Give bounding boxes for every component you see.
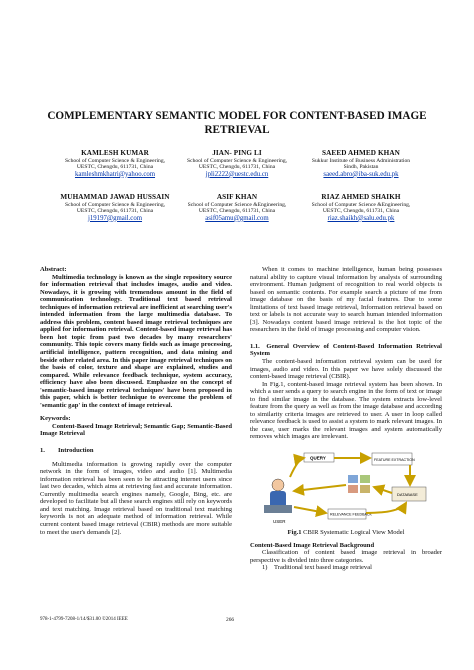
- author-affiliation: School of Computer Science & Engineering,: [186, 157, 288, 164]
- section-heading-overview: 1.1. General Overview of Content-Based Information Retrieval System: [250, 342, 442, 358]
- author-affiliation: School of Computer Science &Engineering,: [311, 201, 411, 208]
- flow-arrow: [294, 485, 346, 491]
- page-number: 266: [226, 617, 235, 623]
- left-column: [40, 266, 232, 536]
- author-affiliation: UESTC, Chengdu, 611731, China: [76, 208, 154, 215]
- flow-arrow: [294, 507, 326, 513]
- author-affiliation: Sukkur Institute of Business Administration: [311, 157, 411, 164]
- cbir-figure: [250, 447, 442, 527]
- list-item: 1) Traditional text based image retrieval: [262, 564, 372, 572]
- author-name: MUHAMMAD JAWAD HUSSAIN: [60, 193, 170, 201]
- flow-arrow: [366, 503, 406, 513]
- author-name: KAMLESH KUMAR: [81, 149, 149, 157]
- author-email-link[interactable]: jpli2222@uestc.edu.cn: [205, 170, 269, 178]
- flow-arrow: [374, 487, 392, 493]
- paper-title: COMPLEMENTARY SEMANTIC MODEL FOR CONTENT-BASED IMAGE RETRIEVAL: [47, 110, 427, 136]
- intro-text: Multimedia information is growing rapidly over the computer network in the form of images, video and audio [1]. Multimedia information retrieval has been seen to be attracting internet users since last two decades, which aims at retrieving fast and accurate information. Currently multimedia search engines namely, Google, Bing, etc. are developed to facilitate but all these search engines still rely on keywords and text matching. Image retrieval based on traditional text matching keywords is not an adequate method of information retrieval. While current content based image retrieval (CBIR) methods are more suitable to meet the user's demands [2].: [40, 460, 232, 536]
- author-affiliation: School of Computer Science &Engineering,: [187, 201, 287, 208]
- image-thumb: [360, 475, 370, 483]
- author-email-link[interactable]: asif05amu@gmail.com: [205, 214, 269, 222]
- paragraph-cbis: The content-based information retrieval system can be used for images, audio and video. In this paper we have solely discussed the content-based image retrieval (CBIR).: [250, 358, 442, 381]
- abstract-text: Multimedia technology is known as the single repository source for information retrieval that includes images, audio and video. Nowadays, it is growing with tremendous amount in the field of communication technology. Traditional text based retrieval techniques of information retrieval are inefficient at searching user's intended information from the large multimedia database. To address this problem, content based image retrieval techniques are applied for information retrieval. Content-based image retrieval has been hot topic from past two decades by many researchers' community. This topic covers many fields such as image processing, artificial intelligence, pattern recognition, and data mining and beside other related area. In this paper image retrieval techniques on the basis of color, texture and shape are explained, studies and compared. While relevance feedback technique, system accuracy, efficiency have also been discussed. Emphasize on the concept of 'semantic-based image retrieval techniques' have been proposed in this paper, which is better technique to overcome the problem of 'semantic gap' in the context of image retrieval.: [40, 273, 232, 409]
- author-name: JIAN- PING LI: [212, 149, 262, 157]
- feedback-label: RELEVANCE FEEDBACK: [330, 512, 372, 517]
- paragraph-machine-intelligence: When it comes to machine intelligence, human being possesses natural ability to capture visual information by analysis of surrounding environment. Human judgment of recognition to real world objects is based on semantic contents. For example search a picture of me from image database on the basis of my facial features. Due to some limitations of text based image retrieval, Information retrieval based on text or labels is not accurate way to search human intended information [3]. Nowadays content based image retrieval is the hot topic of the researchers in the field of image processing and computer vision.: [250, 266, 442, 334]
- intro-heading: 1. Introduction: [40, 447, 94, 455]
- author-affiliation: Sindh, Pakistan: [343, 164, 379, 171]
- database-label: DATABASE: [397, 492, 418, 498]
- author-affiliation: UESTC, Chengdu, 611731, China: [76, 164, 154, 171]
- keywords-heading: Keywords:: [40, 415, 71, 423]
- paragraph-fig1: In Fig.1, content-based image retrieval system has been shown. In which a user sends a query to search engine in the form of text or image to find similar image in the database. The system extracts low-level feature from the query as well as from the image database and according to similarity criteria images are retrieved to user. A user in loop called relevance feedback is used to assist a system to mark relevant images. In the case, user marks the relevant images and system automatically removes which images are irrelevant.: [250, 380, 442, 441]
- flow-arrow: [290, 458, 304, 477]
- author-name: SAEED AHMED KHAN: [322, 149, 400, 157]
- author-affiliation: UESTC, Chengdu, 611731, China: [198, 164, 276, 171]
- paragraph-classification: Classification of content based image retrieval in broader perspective is divided into three categories.: [250, 549, 442, 564]
- author-name: ASIF KHAN: [216, 193, 258, 201]
- author-name: RIAZ AHMED SHAIKH: [321, 193, 401, 201]
- abstract-heading: Abstract:: [40, 266, 67, 273]
- figure-caption: [250, 529, 442, 537]
- author-3: [286, 149, 436, 179]
- feature-label: FEATURE EXTRACTION: [374, 458, 415, 463]
- author-6: [286, 193, 436, 223]
- image-thumb: [360, 485, 370, 493]
- figure-label: Fig.1: [287, 529, 302, 537]
- query-label: QUERY: [310, 455, 326, 461]
- figure-caption-text: CBIR Systematic Logical View Model: [303, 529, 405, 537]
- author-email-link[interactable]: kamleshmkhatri@yahoo.com: [74, 170, 156, 178]
- user-label: USER: [273, 519, 286, 525]
- cbir-diagram: [250, 447, 442, 527]
- author-email-link[interactable]: riaz.shaikh@salu.edu.pk: [327, 214, 395, 222]
- user-icon: [264, 479, 292, 513]
- image-thumb: [348, 485, 358, 493]
- keywords-text: Content-Based Image Retrieval; Semantic Gap; Semantic-Based Image Retrieval: [40, 422, 232, 438]
- author-affiliation: UESTC, Chengdu, 611731, China: [198, 208, 276, 215]
- author-email-link[interactable]: j19197@gmail.com: [87, 214, 143, 222]
- author-affiliation: UESTC, Chengdu, 611731, China: [322, 208, 400, 215]
- image-thumb: [348, 475, 358, 483]
- author-affiliation: School of Computer Science & Engineering,: [64, 201, 166, 208]
- right-column: [250, 266, 442, 572]
- author-email-link[interactable]: saeed.abro@iba-suk.edu.pk: [323, 170, 399, 178]
- author-affiliation: School of Computer Science & Engineering,: [64, 157, 166, 164]
- background-heading: Content-Based Image Retrieval Background: [250, 541, 375, 549]
- footer-copyright: 978-1-4799-7208-1/14/$31.00 ©2014 IEEE: [40, 617, 128, 622]
